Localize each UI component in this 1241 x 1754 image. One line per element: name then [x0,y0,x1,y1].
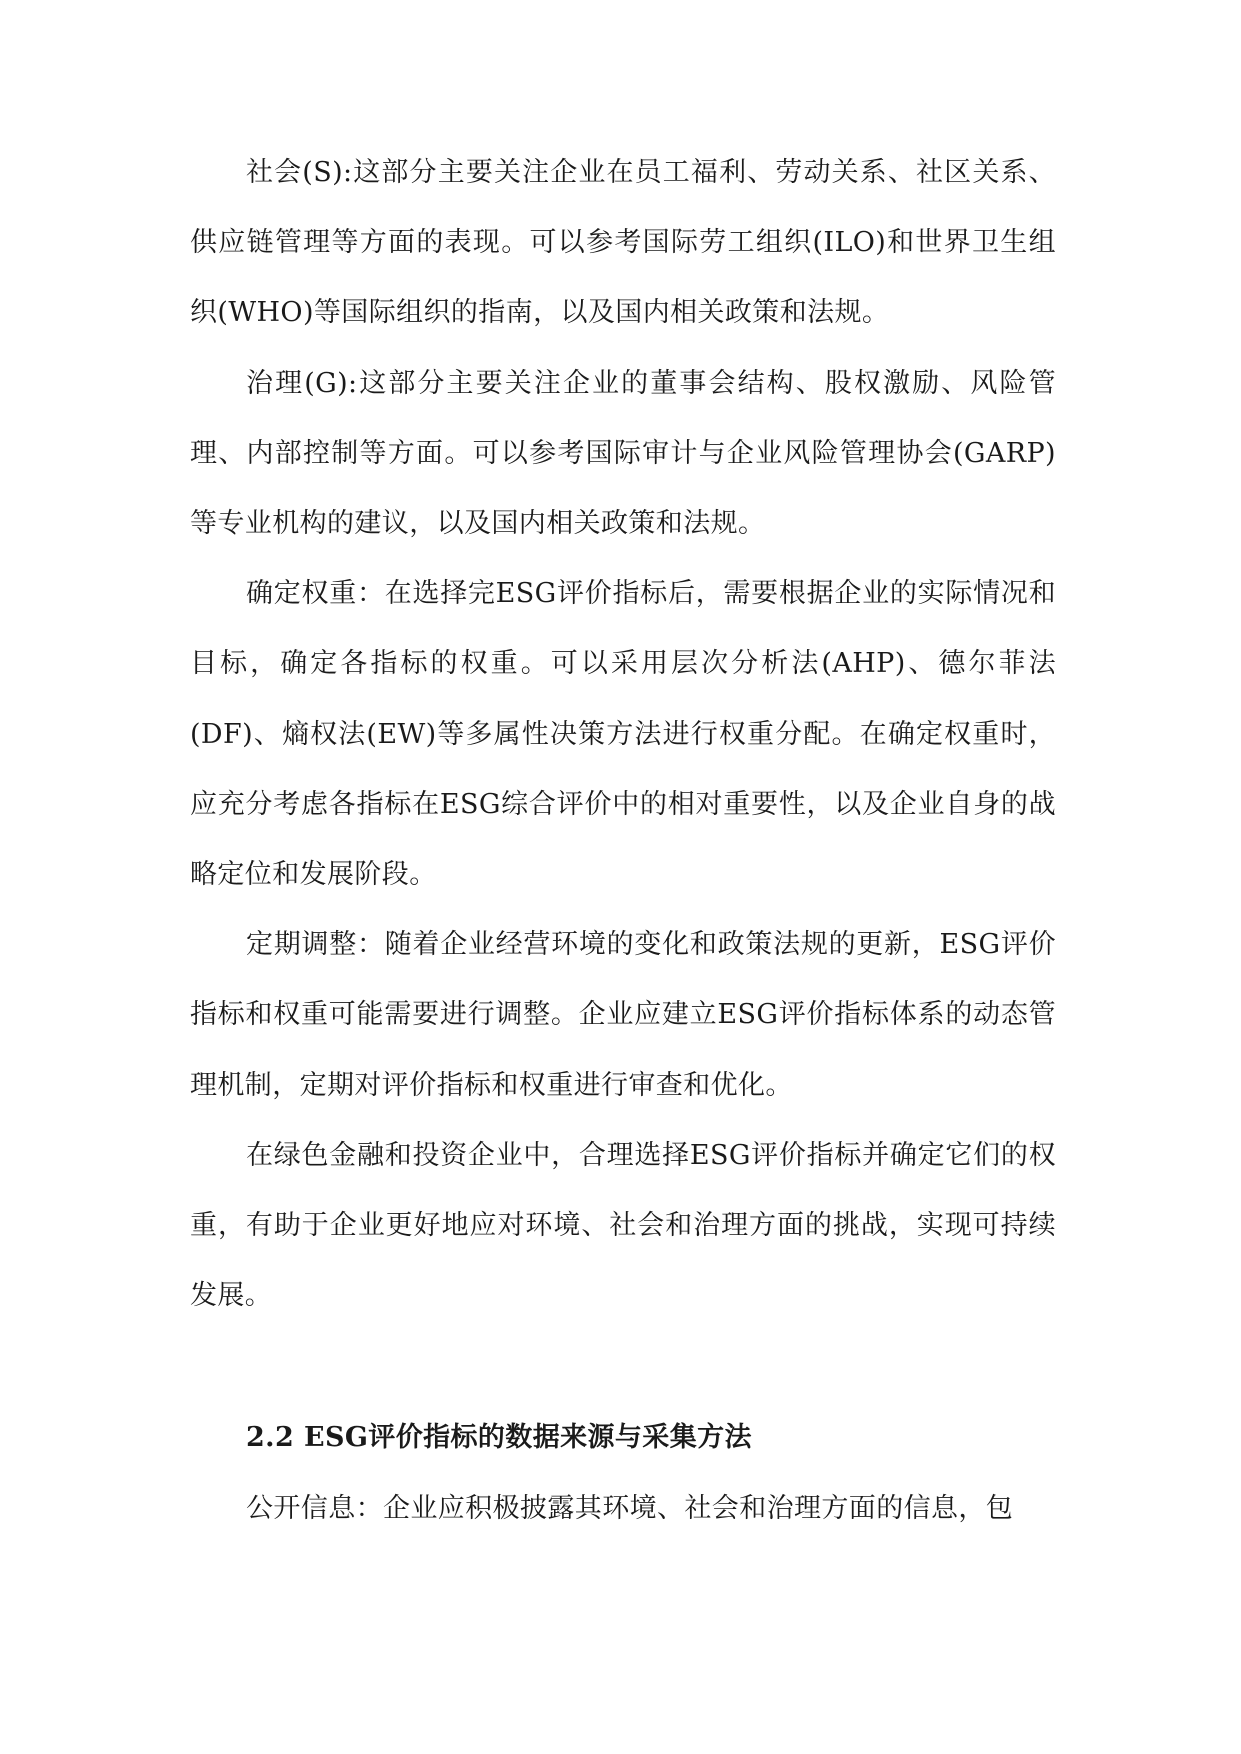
section-2-2 [190,1403,1056,1543]
paragraph-conclusion: 在绿色金融和投资企业中，合理选择ESG评价指标并确定它们的权重，有助于企业更好地应对环境、社会和治理方面的挑战，实现可持续发展。 [190,1139,1056,1312]
paragraph-determine-weights: 确定权重：在选择完ESG评价指标后，需要根据企业的实际情况和目标，确定各指标的权重。可以采用层次分析法(AHP)、德尔菲法(DF)、熵权法(EW)等多属性决策方法进行权重分配。在确定权重时，应充分考虑各指标在ESG综合评价中的相对重要性，以及企业自身的战略定位和发展阶段。 [190,578,1056,891]
paragraph-public-info: 公开信息：企业应积极披露其环境、社会和治理方面的信息，包 [246,1492,1014,1524]
paragraph-periodic-adjustment: 定期调整：随着企业经营环境的变化和政策法规的更新，ESG评价指标和权重可能需要进行调整。企业应建立ESG评价指标体系的动态管理机制，定期对评价指标和权重进行审查和优化。 [190,929,1056,1101]
paragraph-governance: 治理(G):这部分主要关注企业的董事会结构、股权激励、风险管理、内部控制等方面。可以参考国际审计与企业风险管理协会(GARP)等专业机构的建议，以及国内相关政策和法规。 [190,367,1056,540]
section-heading: 2.2 ESG评价指标的数据来源与采集方法 [246,1422,752,1454]
document-body [190,138,1056,1544]
paragraph-social: 社会(S):这部分主要关注企业在员工福利、劳动关系、社区关系、供应链管理等方面的表现。可以参考国际劳工组织(ILO)和世界卫生组织(WHO)等国际组织的指南，以及国内相关政策和法规。 [190,157,1056,329]
